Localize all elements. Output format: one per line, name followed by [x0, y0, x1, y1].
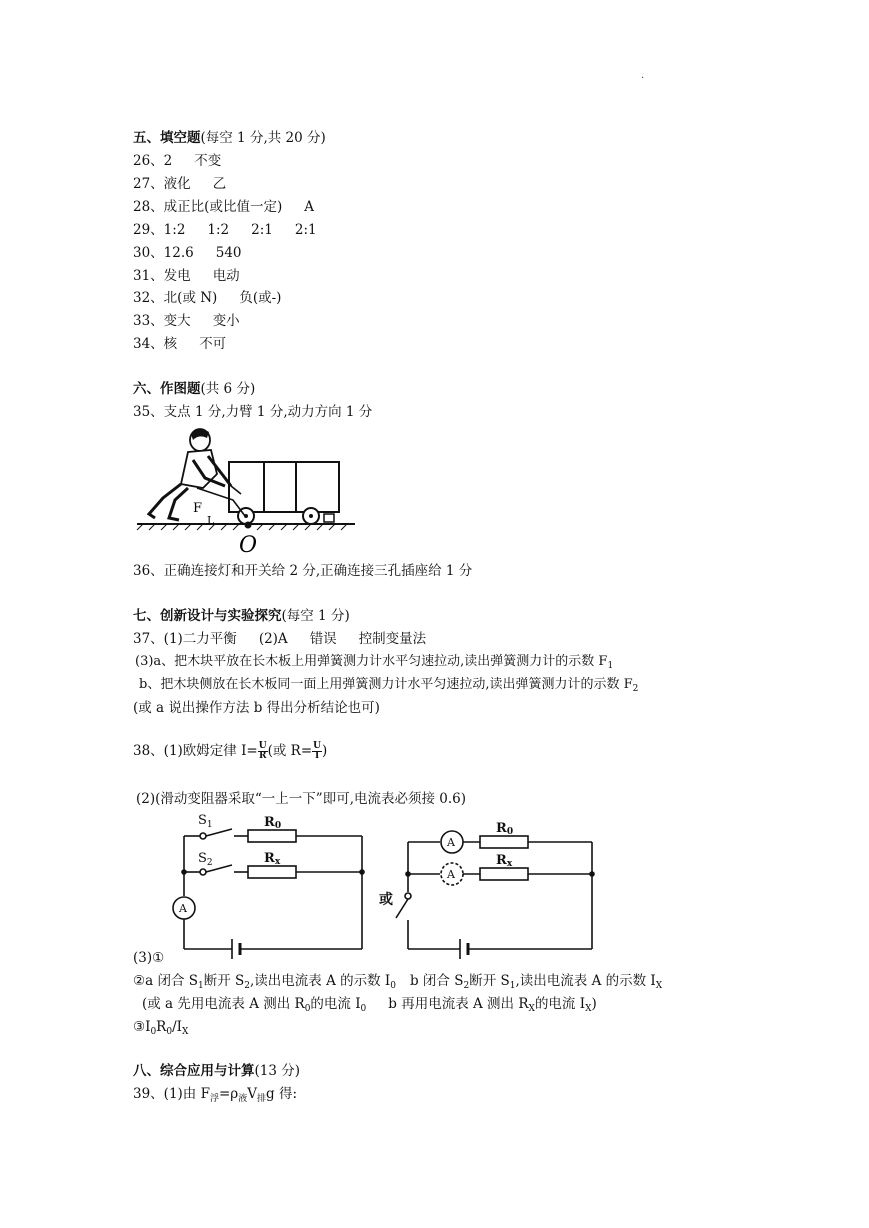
- q38-line-3: (3)①: [133, 950, 165, 966]
- ohm-fraction-2: $\frac{U}{I}$: [313, 741, 322, 761]
- answer-row-29: 29、1:2 1:2 2:1 2:1: [133, 222, 317, 238]
- q37-line-3a: (3)a、把木块平放在长木板上用弹簧测力计水平匀速拉动,读出弹簧测力计的示数 $F_1$: [135, 654, 614, 671]
- force-label: F: [193, 501, 203, 516]
- q38-line-3-3: $③I_0R_0/I_X$: [133, 1019, 189, 1037]
- page-mark: .: [641, 70, 645, 81]
- or-label: 或: [379, 892, 393, 908]
- resistor-rx-label-right: Rx: [496, 853, 513, 869]
- lever-arm-label: L: [207, 514, 215, 527]
- ohm-fraction-1: $\frac{U}{R}$: [258, 741, 267, 761]
- section-8-heading: 八、综合应用与计算(13 分): [133, 1063, 301, 1079]
- q38-line-1: 38、(1)欧姆定律 I= $\frac{U}{R}$ (或 R= $\frac{U}{I}$ ): [133, 741, 328, 761]
- ammeter-label-right: A: [447, 836, 455, 849]
- q37-line-3b: b、把木块侧放在长木板同一面上用弹簧测力计水平匀速拉动,读出弹簧测力计的示数 $F_2$: [139, 677, 639, 694]
- q37-line-3c: (或 a 说出操作方法 b 得出分析结论也可): [133, 700, 380, 716]
- fulcrum-label: O: [239, 533, 258, 556]
- answer-row-26: 26、2 不变: [133, 153, 222, 169]
- answer-row-33: 33、变大 变小: [133, 313, 240, 329]
- ammeter-label: A: [179, 902, 187, 915]
- q38-line-2: (2)(滑动变阻器采取“一上一下”即可,电流表必须接 0.6): [136, 791, 467, 807]
- switch-s1-label: $S_1$: [198, 813, 213, 830]
- resistor-r0-label: R0: [264, 815, 282, 831]
- lever-cart-figure: [133, 426, 363, 556]
- ammeter-label-dashed: A: [447, 868, 455, 881]
- section-6-heading: 六、作图题(共 6 分): [133, 381, 256, 397]
- circuit-diagrams: [160, 812, 610, 962]
- section-title: 五、填空题: [133, 130, 201, 146]
- q39-line-1: 39、(1)由 $F_浮=\rho_液V_排g$ 得:: [133, 1086, 297, 1104]
- q38-line-3-2: ②a 闭合 $S_1$断开 $S_2$,读出电流表 A 的示数 $I_0$ b 闭合 $S_2$断开 $S_1$,读出电流表 A 的示数 $I_X$: [133, 973, 663, 991]
- answer-row-32: 32、北(或 N) 负(或-): [133, 290, 282, 306]
- answer-row-30: 30、12.6 540: [133, 245, 242, 261]
- answer-row-31: 31、发电 电动: [133, 268, 240, 284]
- section-note: (每空 1 分,共 20 分): [200, 130, 326, 146]
- q36-text: 36、正确连接灯和开关给 2 分,正确连接三孔插座给 1 分: [133, 563, 473, 579]
- switch-s2-label: $S_2$: [198, 851, 213, 868]
- answer-row-34: 34、核 不可: [133, 336, 227, 352]
- resistor-rx-label: Rx: [264, 851, 281, 867]
- section-5-heading: [133, 129, 326, 147]
- section-7-heading: 七、创新设计与实验探究(每空 1 分): [133, 608, 350, 624]
- answer-row-28: 28、成正比(或比值一定) A: [133, 199, 314, 215]
- q38-alt-line: (或 a 先用电流表 A 测出 $R_0$的电流 $I_0$ b 再用电流表 A 测出 $R_X$的电流 $I_X$): [142, 996, 597, 1014]
- resistor-r0-label-right: R0: [496, 821, 514, 837]
- q37-line-1: 37、(1)二力平衡 (2)A 错误 控制变量法: [133, 631, 427, 647]
- q35-text: 35、支点 1 分,力臂 1 分,动力方向 1 分: [133, 404, 373, 420]
- answer-row-27: 27、液化 乙: [133, 176, 227, 192]
